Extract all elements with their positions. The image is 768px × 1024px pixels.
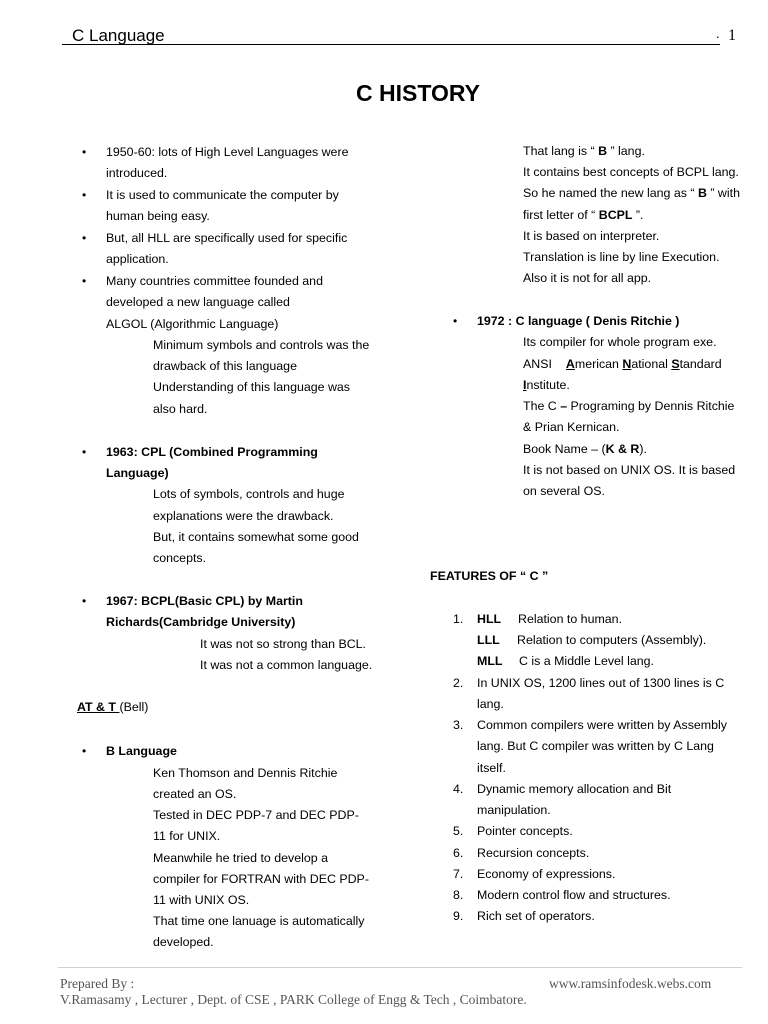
list-number: 2. xyxy=(453,676,464,690)
page-number: 1 xyxy=(728,27,736,44)
list-item: application. xyxy=(106,252,169,266)
footer-prepared-by: Prepared By : xyxy=(60,976,135,991)
description-line: Lots of symbols, controls and huge xyxy=(153,487,345,501)
header-dot: . xyxy=(716,26,720,41)
text-run: ” with xyxy=(706,186,740,200)
description-line: It was not so strong than BCL. xyxy=(200,637,366,651)
section-heading: 1963: CPL (Combined Programming xyxy=(106,445,318,459)
list-item: introduced. xyxy=(106,166,168,180)
text-run: Programing by Dennis Ritchie xyxy=(567,399,735,413)
description-line: explanations were the drawback. xyxy=(153,509,334,523)
list-item: Pointer concepts. xyxy=(477,824,573,838)
description-line: That time one lanuage is automatically xyxy=(153,914,365,928)
list-item: lang. xyxy=(477,697,504,711)
list-item: Common compilers were written by Assembly xyxy=(477,718,727,732)
list-item: 1950-60: lots of High Level Languages were xyxy=(106,145,349,159)
bullet-icon: • xyxy=(82,594,87,608)
list-number: 4. xyxy=(453,782,464,796)
description-line: Minimum symbols and controls was the xyxy=(153,338,370,352)
text-run: first letter of “ xyxy=(523,208,599,222)
list-item: It is used to communicate the computer by xyxy=(106,188,339,202)
text-run: That lang is “ xyxy=(523,144,599,158)
description-line: Its compiler for whole program exe. xyxy=(523,335,717,349)
text-run: N xyxy=(622,357,632,371)
description-line: It contains best concepts of BCPL lang. xyxy=(523,165,739,179)
description-line: Ken Thomson and Dennis Ritchie xyxy=(153,766,338,780)
text-run: Book Name – ( xyxy=(523,442,606,456)
description-line: Also it is not for all app. xyxy=(523,271,652,285)
page-title: C HISTORY xyxy=(356,80,480,106)
list-item: Recursion concepts. xyxy=(477,846,590,860)
description-line: concepts. xyxy=(153,551,207,565)
ansi-abbrev: ANSI xyxy=(523,357,552,371)
text-run: – xyxy=(560,399,568,413)
description-line: compiler for FORTRAN with DEC PDP- xyxy=(153,872,369,886)
description-line xyxy=(523,398,734,414)
description-line: created an OS. xyxy=(153,787,237,801)
section-heading: B Language xyxy=(106,744,177,758)
list-item: manipulation. xyxy=(477,803,551,817)
text-run: merican xyxy=(574,357,623,371)
description-line: It is not based on UNIX OS. It is based xyxy=(523,463,736,477)
feature-value: Relation to human. xyxy=(518,612,623,626)
description-line: But, it contains somewhat some good xyxy=(153,530,359,544)
section-heading: Richards(Cambridge University) xyxy=(106,615,296,629)
description-line: Meanwhile he tried to develop a xyxy=(153,851,328,865)
list-item: itself. xyxy=(477,761,506,775)
list-item: lang. But C compiler was written by C Lang xyxy=(477,739,714,753)
bullet-icon: • xyxy=(82,445,87,459)
bullet-icon: • xyxy=(453,314,458,328)
text-run: K & R xyxy=(605,442,640,456)
text-run: ). xyxy=(639,442,647,456)
list-item: But, all HLL are specifically used for specific xyxy=(106,231,348,245)
list-item: Many countries committee founded and xyxy=(106,274,323,288)
list-item: human being easy. xyxy=(106,209,210,223)
text-run: The C xyxy=(523,399,561,413)
list-number: 8. xyxy=(453,888,464,902)
bullet-icon: • xyxy=(82,145,87,159)
feature-value: C is a Middle Level lang. xyxy=(519,654,654,668)
text-run: I xyxy=(523,378,527,392)
text-run: ational xyxy=(631,357,672,371)
text-run: ” lang. xyxy=(607,144,645,158)
description-line xyxy=(523,207,644,223)
header-rule xyxy=(62,44,720,45)
text-run: ”. xyxy=(632,208,644,222)
description-line: Tested in DEC PDP-7 and DEC PDP- xyxy=(153,808,359,822)
description-line xyxy=(523,185,740,201)
att-heading xyxy=(77,699,148,715)
list-item: In UNIX OS, 1200 lines out of 1300 lines is C xyxy=(477,676,725,690)
footer-website: www.ramsinfodesk.webs.com xyxy=(549,976,712,991)
description-line: 11 with UNIX OS. xyxy=(153,893,250,907)
list-number: 6. xyxy=(453,846,464,860)
description-line: developed. xyxy=(153,935,214,949)
bullet-icon: • xyxy=(82,744,87,758)
att-suffix: (Bell) xyxy=(119,700,149,714)
text-run: B xyxy=(697,186,707,200)
list-number: 5. xyxy=(453,824,464,838)
list-item: Rich set of operators. xyxy=(477,909,595,923)
section-heading: 1972 : C language ( Denis Ritchie ) xyxy=(477,314,680,328)
features-heading: FEATURES OF “ C ” xyxy=(430,569,549,583)
description-line xyxy=(523,441,647,457)
feature-value: Relation to computers (Assembly). xyxy=(517,633,707,647)
bullet-icon: • xyxy=(82,274,87,288)
description-line: 11 for UNIX. xyxy=(153,829,221,843)
text-run: S xyxy=(671,357,680,371)
description-line: Understanding of this language was xyxy=(153,380,351,394)
description-line: It is based on interpreter. xyxy=(523,229,660,243)
att-label: AT & T xyxy=(77,700,120,714)
feature-key: HLL xyxy=(477,612,502,626)
footer-author: V.Ramasamy , Lecturer , Dept. of CSE , PARK College of Engg & Tech , Coimbatore. xyxy=(60,992,527,1007)
list-number: 7. xyxy=(453,867,464,881)
header-title: C Language xyxy=(72,26,165,45)
text-run: A xyxy=(565,357,575,371)
footer-rule xyxy=(58,967,742,968)
list-number: 1. xyxy=(453,612,464,626)
ansi-line xyxy=(523,356,722,372)
section-heading: Language) xyxy=(106,466,169,480)
description-line xyxy=(523,377,570,393)
list-item: ALGOL (Algorithmic Language) xyxy=(106,317,279,331)
text-run: nstitute. xyxy=(526,378,570,392)
description-line: Translation is line by line Execution. xyxy=(523,250,720,264)
feature-key: LLL xyxy=(477,633,500,647)
description-line xyxy=(523,143,645,159)
section-heading: 1967: BCPL(Basic CPL) by Martin xyxy=(106,594,303,608)
bullet-icon: • xyxy=(82,188,87,202)
description-line: & Prian Kernican. xyxy=(523,420,620,434)
text-run: BCPL xyxy=(598,208,633,222)
list-number: 9. xyxy=(453,909,464,923)
description-line: It was not a common language. xyxy=(200,658,373,672)
bullet-icon: • xyxy=(82,231,87,245)
list-item: Economy of expressions. xyxy=(477,867,616,881)
list-item: Modern control flow and structures. xyxy=(477,888,671,902)
list-item: Dynamic memory allocation and Bit xyxy=(477,782,672,796)
feature-key: MLL xyxy=(477,654,503,668)
text-run: B xyxy=(598,144,608,158)
description-line: on several OS. xyxy=(523,484,605,498)
description-line: drawback of this language xyxy=(153,359,297,373)
text-run: So he named the new lang as “ xyxy=(523,186,698,200)
list-item: developed a new language called xyxy=(106,295,290,309)
text-run: tandard xyxy=(679,357,722,371)
description-line: also hard. xyxy=(153,402,208,416)
list-number: 3. xyxy=(453,718,464,732)
